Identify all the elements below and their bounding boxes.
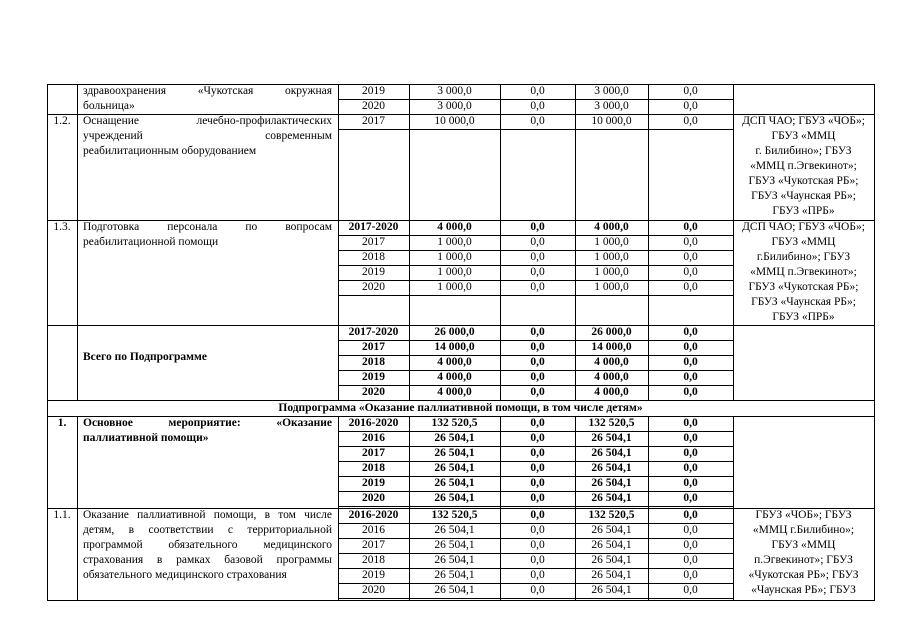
value-cell: 0,0 (530, 462, 545, 474)
column-border (409, 114, 410, 220)
budget-table (47, 84, 874, 600)
value-cell: 3 000,0 (594, 100, 629, 112)
value-cell: 0,0 (530, 371, 545, 383)
column-border (77, 508, 78, 600)
year-cell: 2019 (362, 371, 385, 383)
year-cell: 2017 (362, 539, 385, 551)
year-cell: 2016 (362, 432, 385, 444)
value-cell: 10 000,0 (434, 115, 475, 127)
year-cell: 2017 (362, 341, 385, 353)
value-cell: 26 504,1 (591, 477, 632, 489)
value-cell: 0,0 (683, 236, 698, 248)
value-cell: 0,0 (530, 539, 545, 551)
item-name: детям, в соответствии с территориальной (83, 524, 332, 536)
value-cell: 0,0 (530, 524, 545, 536)
year-cell: 2017 (362, 115, 385, 127)
value-cell: 4 000,0 (594, 371, 629, 383)
value-cell: 0,0 (530, 326, 545, 338)
value-cell: 1 000,0 (437, 266, 472, 278)
value-cell: 26 504,1 (434, 432, 475, 444)
value-cell: 0,0 (530, 341, 545, 353)
item-name: обязательного медицинского страхования (83, 569, 287, 581)
value-cell: 0,0 (683, 115, 698, 127)
year-cell: 2016 (362, 524, 385, 536)
value-cell: 26 504,1 (591, 584, 632, 596)
item-name: Всего по Подпрограмме (83, 351, 207, 363)
value-cell: 4 000,0 (594, 221, 629, 233)
year-cell: 2018 (362, 554, 385, 566)
value-cell: 0,0 (683, 356, 698, 368)
column-border (77, 416, 78, 508)
value-cell: 0,0 (530, 236, 545, 248)
value-cell: 3 000,0 (437, 85, 472, 97)
value-cell: 26 504,1 (591, 432, 632, 444)
value-cell: 1 000,0 (437, 281, 472, 293)
year-cell: 2018 (362, 462, 385, 474)
value-cell: 0,0 (530, 492, 545, 504)
value-cell: 26 000,0 (434, 326, 475, 338)
responsible-org: «ММЦ г.Билибино»; (752, 524, 855, 536)
value-cell: 0,0 (683, 386, 698, 398)
responsible-org: ГБУЗ «ММЦ (771, 130, 836, 142)
year-cell: 2019 (362, 477, 385, 489)
responsible-org: «Чукотская РБ»; ГБУЗ (748, 569, 859, 581)
value-cell: 4 000,0 (437, 371, 472, 383)
value-cell: 0,0 (530, 417, 545, 429)
value-cell: 26 504,1 (434, 447, 475, 459)
year-cell: 2016-2020 (348, 417, 399, 429)
column-border (575, 114, 576, 220)
column-border (733, 84, 734, 114)
value-cell: 132 520,5 (588, 417, 635, 429)
value-cell: 14 000,0 (434, 341, 475, 353)
value-cell: 1 000,0 (437, 236, 472, 248)
value-cell: 26 504,1 (434, 584, 475, 596)
column-border (47, 84, 48, 601)
value-cell: 0,0 (683, 85, 698, 97)
value-cell: 0,0 (530, 356, 545, 368)
responsible-org: ГБУЗ «Чукотская РБ»; (748, 175, 859, 187)
item-number: 1.1. (53, 509, 71, 521)
value-cell: 0,0 (683, 477, 698, 489)
value-cell: 10 000,0 (591, 115, 632, 127)
column-border (648, 114, 649, 220)
row-border (47, 600, 875, 601)
item-name: Оказание паллиативной помощи, в том числе (83, 509, 332, 521)
column-border (77, 84, 78, 114)
responsible-org: г.Билибино»; ГБУЗ (756, 251, 851, 263)
column-border (874, 84, 875, 601)
year-cell: 2019 (362, 569, 385, 581)
column-border (77, 220, 78, 325)
responsible-org: ГБУЗ «Чукотская РБ»; (748, 281, 859, 293)
value-cell: 26 504,1 (591, 492, 632, 504)
value-cell: 1 000,0 (594, 281, 629, 293)
value-cell: 0,0 (683, 569, 698, 581)
value-cell: 0,0 (530, 584, 545, 596)
row-border (338, 506, 734, 507)
column-border (77, 114, 78, 220)
value-cell: 0,0 (683, 492, 698, 504)
value-cell: 0,0 (683, 221, 698, 233)
value-cell: 0,0 (683, 326, 698, 338)
value-cell: 26 504,1 (434, 462, 475, 474)
responsible-org: ДСП ЧАО; ГБУЗ «ЧОБ»; (742, 115, 865, 127)
item-name: Оснащение лечебно-профилактических (83, 115, 332, 127)
value-cell: 26 504,1 (591, 539, 632, 551)
value-cell: 26 504,1 (434, 554, 475, 566)
value-cell: 0,0 (683, 281, 698, 293)
row-border (338, 295, 734, 296)
responsible-org: ГБУЗ «Чаунская РБ»; (751, 296, 856, 308)
value-cell: 0,0 (530, 251, 545, 263)
value-cell: 1 000,0 (437, 251, 472, 263)
value-cell: 26 504,1 (591, 524, 632, 536)
item-number: 1. (57, 417, 67, 429)
value-cell: 0,0 (683, 341, 698, 353)
item-name: программой обязательного медицинского (83, 539, 332, 551)
item-name: реабилитационной помощи (83, 236, 219, 248)
year-cell: 2017-2020 (348, 221, 399, 233)
item-number: 1.2. (53, 115, 71, 127)
value-cell: 0,0 (683, 584, 698, 596)
value-cell: 26 504,1 (434, 539, 475, 551)
value-cell: 14 000,0 (591, 341, 632, 353)
value-cell: 3 000,0 (437, 100, 472, 112)
value-cell: 26 000,0 (591, 326, 632, 338)
value-cell: 1 000,0 (594, 236, 629, 248)
item-name: Подготовка персонала по вопросам (83, 221, 332, 233)
column-border (500, 114, 501, 220)
value-cell: 0,0 (530, 281, 545, 293)
value-cell: 0,0 (530, 447, 545, 459)
value-cell: 26 504,1 (434, 492, 475, 504)
value-cell: 0,0 (530, 477, 545, 489)
responsible-org: «ММЦ п.Эгвекинот»; (750, 160, 857, 172)
value-cell: 0,0 (683, 524, 698, 536)
item-number: 1.3. (53, 221, 71, 233)
responsible-org: «Чаунская РБ»; ГБУЗ (751, 584, 856, 596)
row-border (338, 129, 734, 130)
year-cell: 2018 (362, 251, 385, 263)
value-cell: 0,0 (683, 432, 698, 444)
value-cell: 132 520,5 (431, 417, 478, 429)
value-cell: 0,0 (530, 386, 545, 398)
responsible-org: «ММЦ п.Эгвекинот»; (750, 266, 857, 278)
row-border (338, 598, 734, 599)
value-cell: 0,0 (530, 509, 545, 521)
value-cell: 0,0 (683, 100, 698, 112)
value-cell: 0,0 (683, 554, 698, 566)
value-cell: 0,0 (530, 432, 545, 444)
value-cell: 4 000,0 (594, 356, 629, 368)
value-cell: 132 520,5 (431, 509, 478, 521)
value-cell: 4 000,0 (437, 221, 472, 233)
value-cell: 4 000,0 (437, 356, 472, 368)
item-name: страхования в рамках базовой программы (83, 554, 332, 566)
value-cell: 4 000,0 (437, 386, 472, 398)
section-title: Подпрограмма «Оказание паллиативной помощи, в том числе детям» (278, 402, 643, 414)
responsible-org: ГБУЗ «ПРБ» (772, 205, 835, 217)
value-cell: 0,0 (530, 554, 545, 566)
responsible-org: ГБУЗ «ПРБ» (772, 311, 835, 323)
year-cell: 2020 (362, 584, 385, 596)
responsible-org: ГБУЗ «Чаунская РБ»; (751, 190, 856, 202)
value-cell: 0,0 (683, 251, 698, 263)
value-cell: 26 504,1 (434, 477, 475, 489)
year-cell: 2020 (362, 100, 385, 112)
year-cell: 2018 (362, 356, 385, 368)
value-cell: 26 504,1 (591, 554, 632, 566)
value-cell: 26 504,1 (434, 569, 475, 581)
value-cell: 0,0 (683, 509, 698, 521)
column-border (733, 416, 734, 508)
year-cell: 2017 (362, 447, 385, 459)
value-cell: 4 000,0 (594, 386, 629, 398)
year-cell: 2020 (362, 386, 385, 398)
year-cell: 2020 (362, 492, 385, 504)
year-cell: 2019 (362, 266, 385, 278)
value-cell: 0,0 (530, 569, 545, 581)
responsible-org: ДСП ЧАО; ГБУЗ «ЧОБ»; (742, 221, 865, 233)
value-cell: 0,0 (683, 539, 698, 551)
value-cell: 0,0 (683, 447, 698, 459)
column-border (338, 114, 339, 220)
value-cell: 0,0 (683, 462, 698, 474)
responsible-org: п.Эгвекинот»; ГБУЗ (754, 554, 853, 566)
responsible-org: ГБУЗ «ММЦ (771, 236, 836, 248)
item-name: паллиативной помощи» (83, 432, 209, 444)
value-cell: 1 000,0 (594, 251, 629, 263)
item-name: учреждений современным (83, 130, 332, 142)
column-border (733, 325, 734, 400)
value-cell: 0,0 (530, 85, 545, 97)
value-cell: 0,0 (530, 100, 545, 112)
year-cell: 2020 (362, 281, 385, 293)
value-cell: 0,0 (683, 371, 698, 383)
value-cell: 26 504,1 (434, 524, 475, 536)
value-cell: 0,0 (530, 266, 545, 278)
year-cell: 2016-2020 (348, 509, 399, 521)
item-name: реабилитационным оборудованием (83, 145, 257, 157)
value-cell: 0,0 (530, 221, 545, 233)
value-cell: 0,0 (530, 115, 545, 127)
item-name: больница» (83, 100, 135, 112)
value-cell: 0,0 (683, 417, 698, 429)
value-cell: 26 504,1 (591, 569, 632, 581)
year-cell: 2017 (362, 236, 385, 248)
year-cell: 2017-2020 (348, 326, 399, 338)
item-name: Основное мероприятие: «Оказание (83, 417, 332, 429)
item-name: здравоохранения «Чукотская окружная (83, 85, 332, 97)
value-cell: 1 000,0 (594, 266, 629, 278)
year-cell: 2019 (362, 85, 385, 97)
value-cell: 3 000,0 (594, 85, 629, 97)
value-cell: 26 504,1 (591, 462, 632, 474)
value-cell: 26 504,1 (591, 447, 632, 459)
column-border (77, 325, 78, 400)
responsible-org: ГБУЗ «ЧОБ»; ГБУЗ (755, 509, 852, 521)
value-cell: 132 520,5 (588, 509, 635, 521)
responsible-org: ГБУЗ «ММЦ (771, 539, 836, 551)
value-cell: 0,0 (683, 266, 698, 278)
responsible-org: г. Билибино»; ГБУЗ (755, 145, 852, 157)
